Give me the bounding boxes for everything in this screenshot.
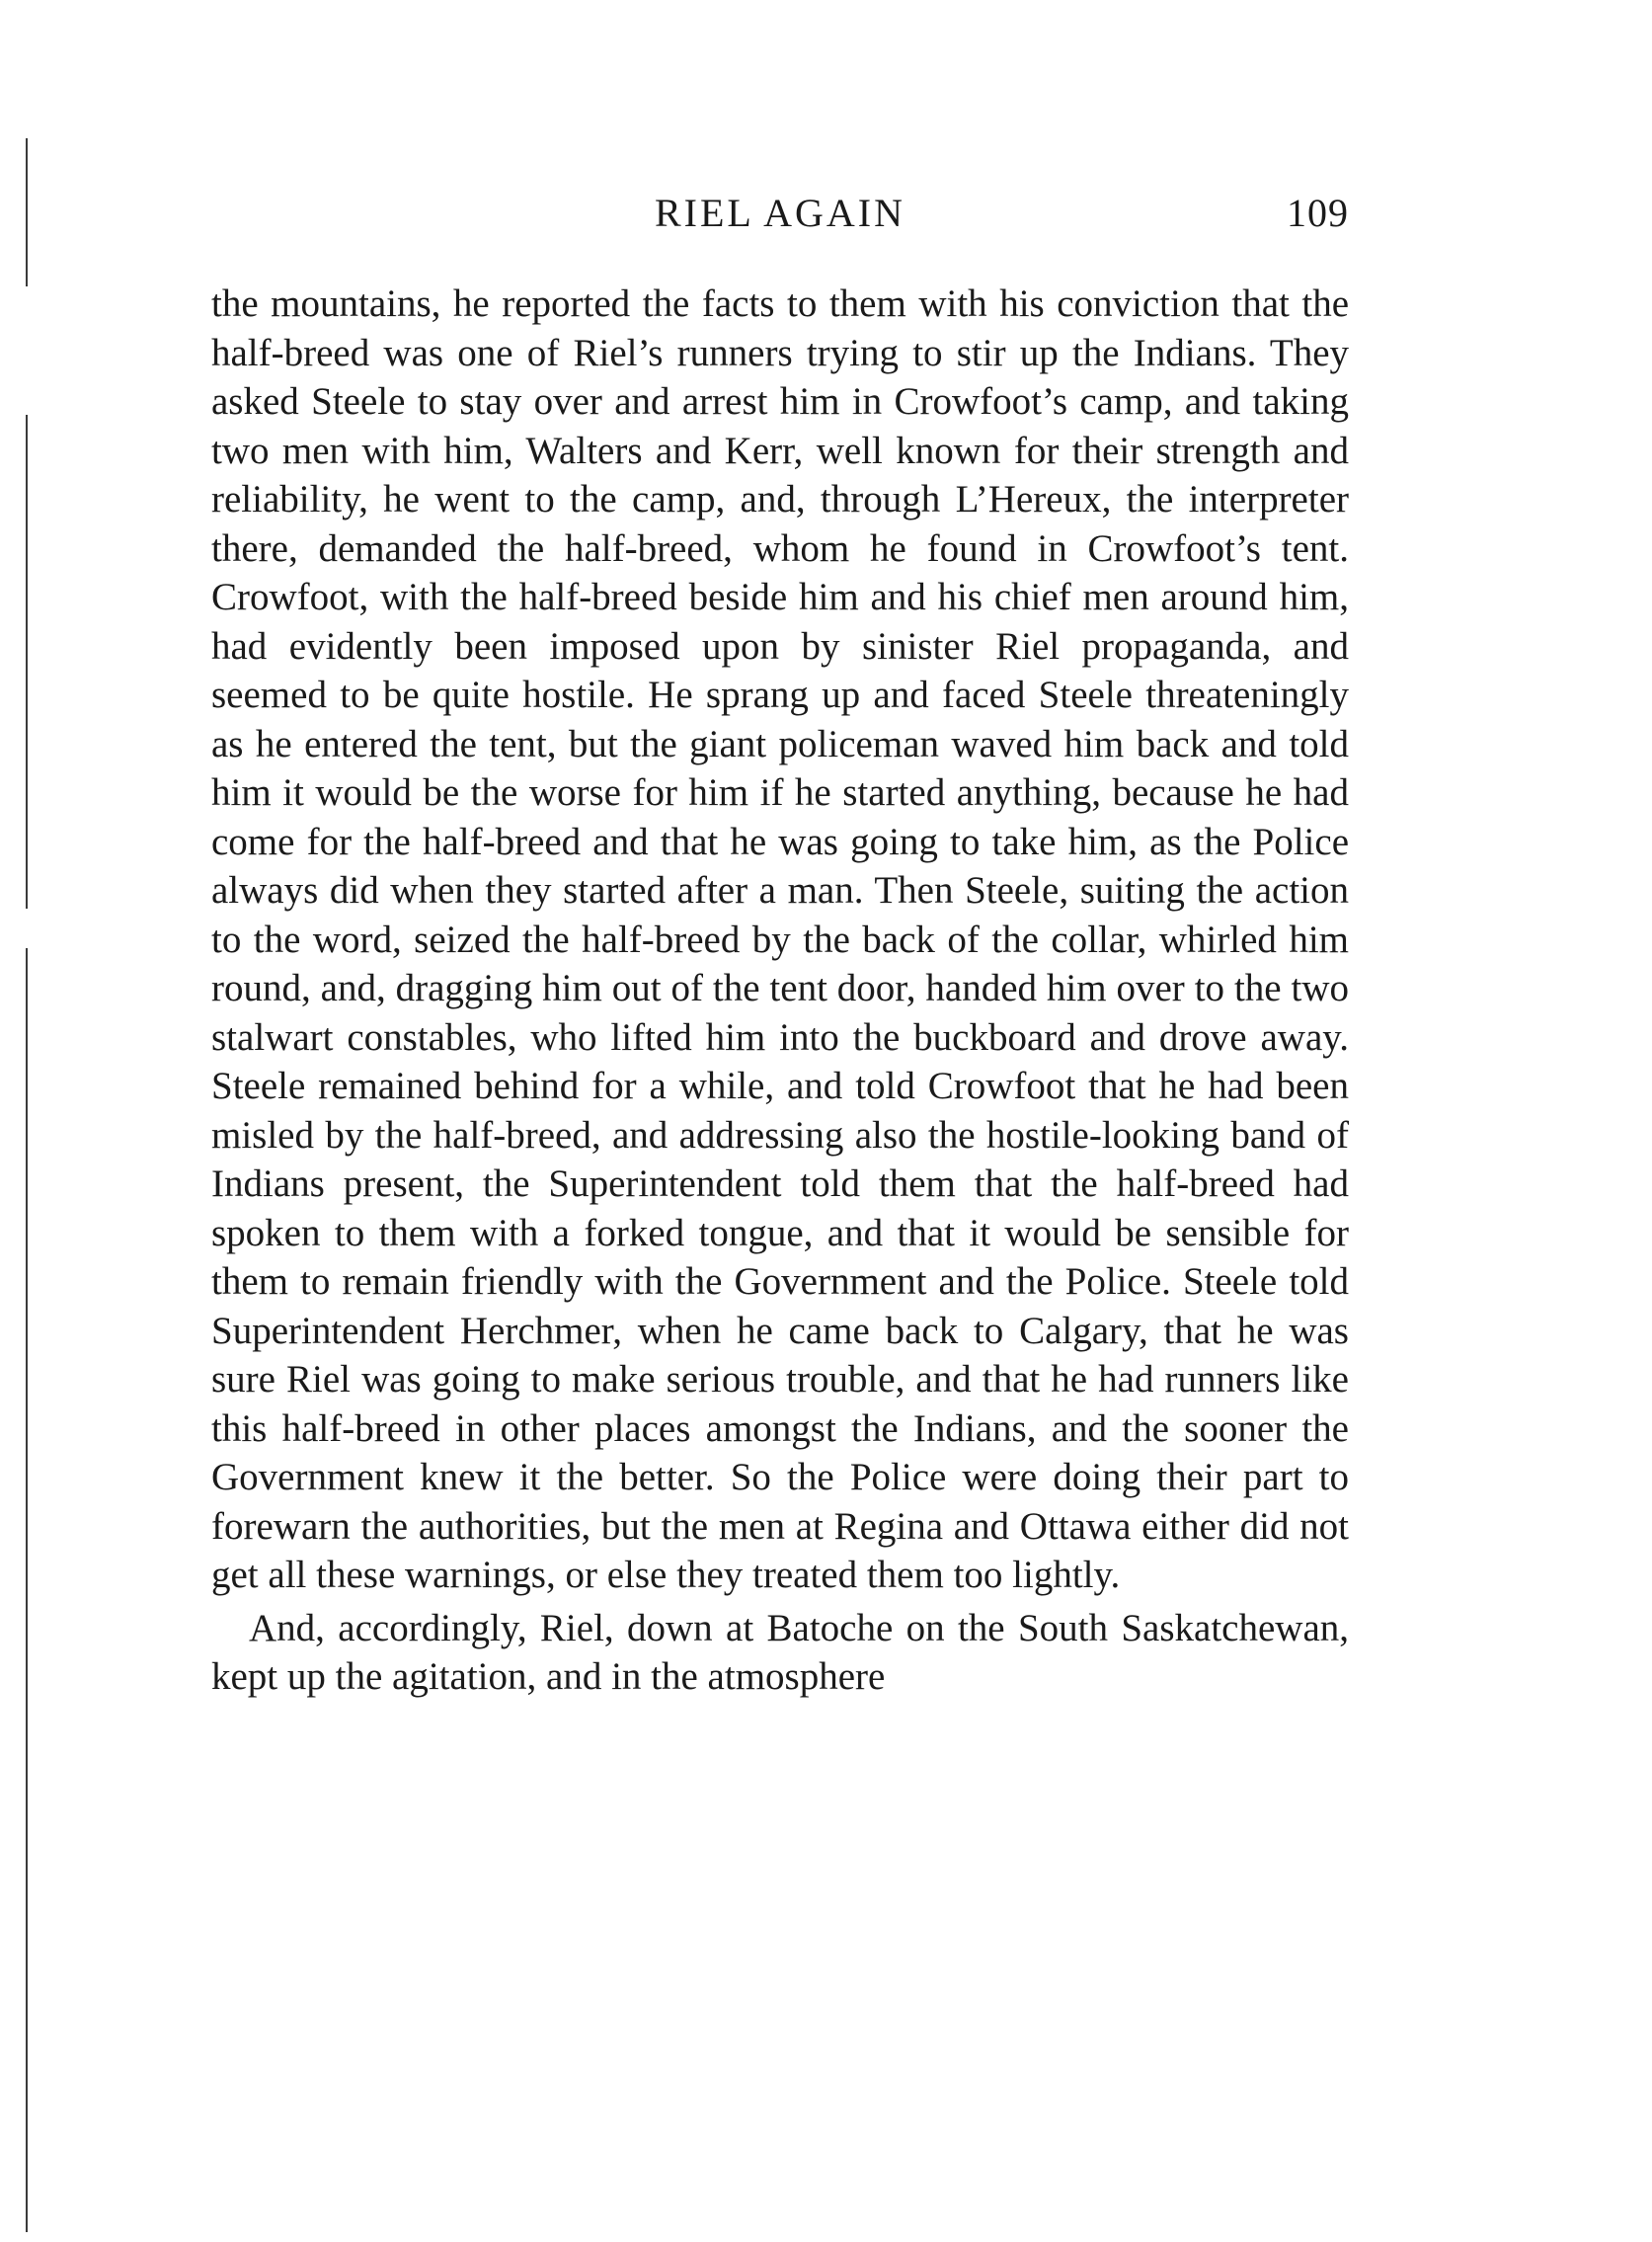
scan-edge-mark	[26, 948, 28, 2232]
body-text	[211, 280, 1349, 1702]
page-number: 109	[1287, 191, 1349, 235]
paragraph: And, accordingly, Riel, down at Batoche on the South Saskatchewan, kept up the agitation, and in the atmosphere	[211, 1606, 1349, 1698]
scan-edge-mark	[26, 415, 28, 909]
scan-edge-mark	[26, 138, 28, 286]
paragraph: the mountains, he reported the facts to them with his conviction that the half-breed was one of Riel’s runners trying to stir up the Indians. They asked Steele to stay over and arrest him in Crowfoot’s camp, and taking two men with him, Walters and Kerr, well known for their strength and reliability, he went to the camp, and, through L’Hereux, the interpreter there, demanded the half-breed, whom he found in Crowfoot’s tent. Crowfoot, with the half-breed beside him and his chief men around him, had evidently been imposed upon by sinister Riel propaganda, and seemed to be quite hostile. He sprang up and faced Steele threateningly as he entered the tent, but the giant policeman waved him back and told him it would be the worse for him if he started anything, because he had come for the half-breed and that he was going to take him, as the Police always did when they started after a man. Then Steele, suiting the action to the word, seized the half-breed by the back of the collar, whirled him round, and, dragging him out of the tent door, handed him over to the two stalwart constables, who lifted him into the buckboard and drove away. Steele remained behind for a while, and told Crowfoot that he had been misled by the half-breed, and addressing also the hostile-looking band of Indians present, the Superintendent told them that the half-breed had spoken to them with a forked tongue, and that it would be sensible for them to remain friendly with the Government and the Police. Steele told Superintendent Herchmer, when he came back to Calgary, that he was sure Riel was going to make serious trouble, and that he had runners like this half-breed in other places amongst the Indians, and the sooner the Government knew it the better. So the Police were doing their part to forewarn the authorities, but the men at Regina and Ottawa either did not get all these warnings, or else they treated them too lightly.	[211, 282, 1349, 1596]
running-head: RIEL AGAIN	[654, 191, 906, 235]
page-header	[211, 190, 1349, 249]
